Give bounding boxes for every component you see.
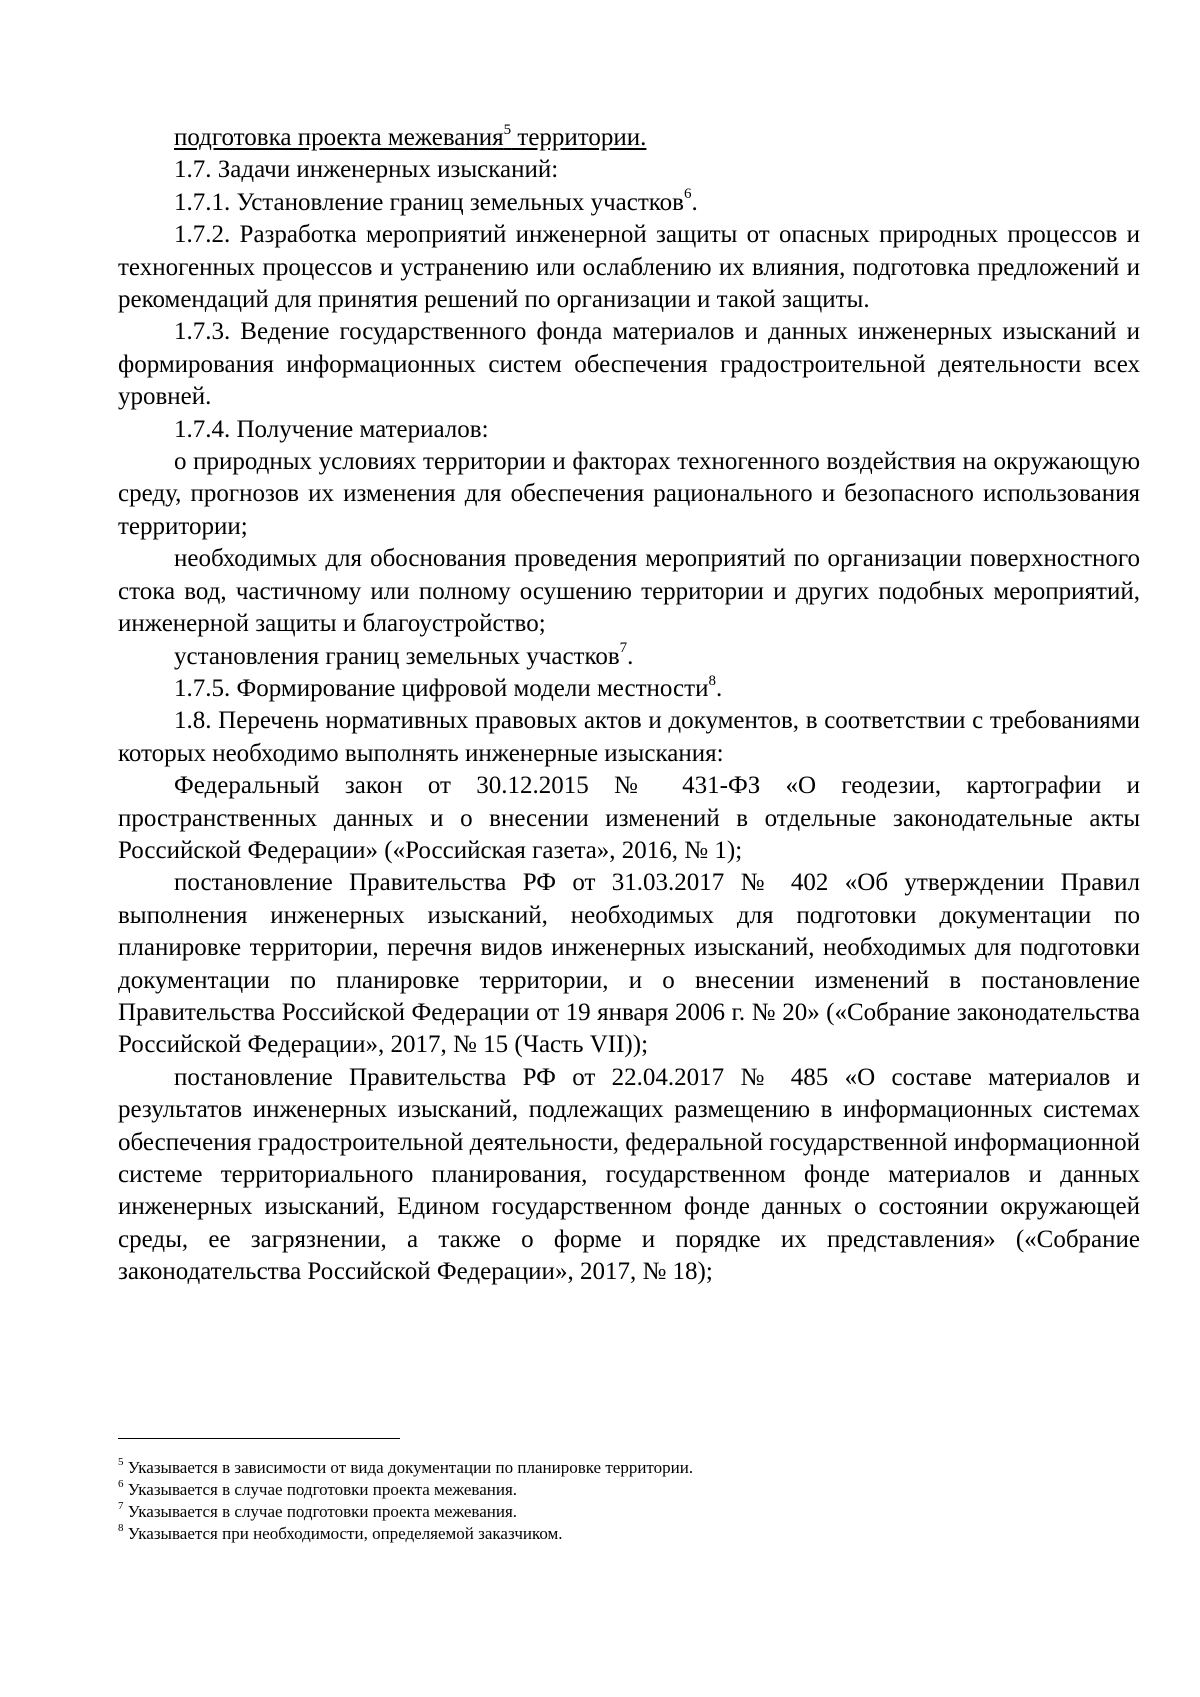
item-1-7-3: 1.7.3. Ведение государственного фонда материалов и данных инженерных изысканий и формирования информационных систем обеспечения градостроительной деятельности всех уровней. bbox=[118, 318, 1140, 411]
footnote-ref-5[interactable]: 5 bbox=[503, 121, 512, 138]
footnote-ref-6[interactable]: 6 bbox=[683, 186, 692, 203]
paragraph-continuation bbox=[118, 122, 1140, 154]
footnote-7 bbox=[118, 1501, 1140, 1523]
footnote-5 bbox=[118, 1457, 1140, 1479]
item-surface-runoff: необходимых для обоснования проведения мероприятий по организации поверхностного стока вод, частичному или полному осушению территории и других подобных мероприятий, инженерной защиты и благоустройство; bbox=[118, 545, 1140, 638]
footnote-separator bbox=[118, 1438, 400, 1439]
footnote-text: Указывается в зависимости от вида документации по планировке территории. bbox=[123, 1458, 694, 1477]
item-text: 1.7.5. Формирование цифровой модели местности bbox=[174, 674, 709, 702]
resolution-485: постановление Правительства РФ от 22.04.2017 № 485 «О составе материалов и результатов инженерных изысканий, подлежащих размещению в информационных системах обеспечения градостроительной деятельности, федеральной государственной информационной системе территориального планирования, государственном фонде материалов и данных инженерных изысканий, Едином государственном фонде данных о состоянии окружающей среды, ее загрязнении, а также о форме и порядке их представления» («Собрание законодательства Российской Федерации», 2017, № 18); bbox=[118, 1063, 1140, 1286]
underlined-phrase bbox=[174, 121, 647, 151]
footnote-ref-8[interactable]: 8 bbox=[708, 672, 716, 689]
footnote-text: Указывается при необходимости, определяемой заказчиком. bbox=[123, 1524, 563, 1543]
footnote-ref-7[interactable]: 7 bbox=[619, 640, 628, 657]
item-1-7-1 bbox=[118, 187, 1140, 219]
footnote-number: 6 bbox=[118, 1478, 124, 1491]
footnote-text: Указывается в случае подготовки проекта межевания. bbox=[123, 1480, 518, 1499]
footnote-text: Указывается в случае подготовки проекта межевания. bbox=[123, 1502, 518, 1521]
item-end: . bbox=[627, 642, 634, 670]
footnotes-section bbox=[118, 1438, 1140, 1545]
heading-1-7: 1.7. Задачи инженерных изысканий: bbox=[174, 156, 559, 184]
footnote-6 bbox=[118, 1479, 1140, 1501]
underlined-text: подготовка проекта межевания bbox=[174, 124, 504, 151]
heading-1-8: 1.8. Перечень нормативных правовых актов и документов, в соответствии с требованиями которых необходимо выполнять инженерные изыскания: bbox=[118, 707, 1140, 767]
law-431-fz: Федеральный закон от 30.12.2015 № 431-ФЗ «О геодезии, картографии и пространственных данных и о внесении изменений в отдельные законодательные акты Российской Федерации» («Российская газета», 2016, № 1); bbox=[118, 772, 1140, 864]
item-1-7-4: 1.7.4. Получение материалов: bbox=[174, 415, 489, 443]
item-end: . bbox=[691, 188, 698, 216]
document-body bbox=[118, 122, 1140, 1289]
item-natural-conditions: о природных условиях территории и факторах техногенного воздействия на окружающую среду, прогнозов их изменения для обеспечения рационального и безопасного использования территории; bbox=[118, 448, 1140, 540]
footnote-number: 7 bbox=[118, 1500, 124, 1513]
item-land-boundaries bbox=[118, 641, 1140, 673]
item-end: . bbox=[715, 674, 723, 702]
footnote-number: 8 bbox=[118, 1522, 124, 1535]
underlined-text-end: территории. bbox=[511, 124, 647, 151]
footnote-8 bbox=[118, 1523, 1140, 1545]
footnote-number: 5 bbox=[118, 1456, 124, 1469]
item-text: установления границ земельных участков bbox=[174, 642, 620, 670]
item-1-7-2: 1.7.2. Разработка мероприятий инженерной защиты от опасных природных процессов и техногенных процессов и устранению или ослаблению их влияния, подготовка предложений и рекомендаций для принятия решений по организации и такой защиты. bbox=[118, 221, 1140, 314]
item-text: 1.7.1. Установление границ земельных участков bbox=[174, 188, 684, 216]
item-1-7-5 bbox=[118, 673, 1140, 705]
resolution-402: постановление Правительства РФ от 31.03.2017 № 402 «Об утверждении Правил выполнения инженерных изысканий, необходимых для подготовки документации по планировке территории, перечня видов инженерных изысканий, необходимых для подготовки документации по планировке территории, и о внесении изменений в постановление Правительства Российской Федерации от 19 января 2006 г. № 20» («Собрание законодательства Российской Федерации», 2017, № 15 (Часть VII)); bbox=[118, 869, 1140, 1059]
